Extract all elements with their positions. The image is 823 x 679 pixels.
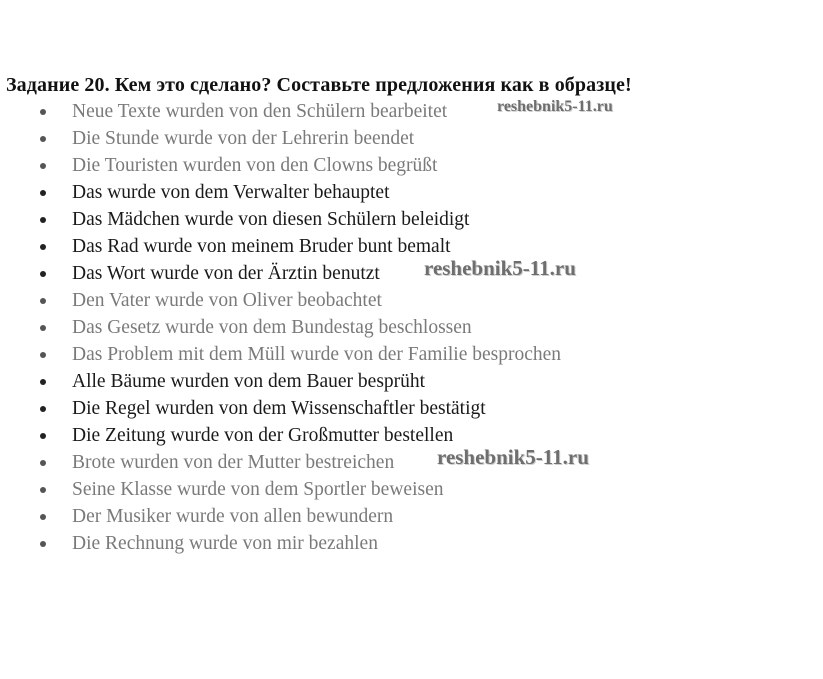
- bullet-icon: [40, 298, 46, 304]
- sentence-text: Das Mädchen wurde von diesen Schülern beleidigt: [72, 209, 470, 230]
- bullet-icon: [40, 163, 46, 169]
- task-title: Задание 20. Кем это сделано? Составьте предложения как в образце!: [6, 74, 632, 96]
- list-item: [0, 395, 561, 422]
- bullet-icon: [40, 514, 46, 520]
- sentence-text: Die Regel wurden von dem Wissenschaftler bestätigt: [72, 398, 486, 419]
- list-item: [0, 98, 561, 125]
- sentence-text: Das Problem mit dem Müll wurde von der Familie besprochen: [72, 344, 562, 365]
- bullet-icon: [40, 244, 46, 250]
- bullet-icon: [40, 109, 46, 115]
- list-item: [0, 287, 561, 314]
- bullet-icon: [40, 406, 46, 412]
- list-item: [0, 530, 561, 557]
- sentence-text: Die Touristen wurden von den Clowns begrüßt: [72, 155, 438, 176]
- sentence-text: Das Rad wurde von meinem Bruder bunt bemalt: [72, 236, 451, 257]
- sentence-text: Neue Texte wurden von den Schülern bearbeitet: [72, 101, 448, 122]
- bullet-icon: [40, 136, 46, 142]
- sentence-text: Das Wort wurde von der Ärztin benutzt: [72, 263, 380, 284]
- list-item: [0, 206, 561, 233]
- list-item: [0, 125, 561, 152]
- list-item: [0, 341, 561, 368]
- list-item: [0, 368, 561, 395]
- watermark: reshebnik5-11.ru: [497, 98, 613, 115]
- sentence-text: Die Rechnung wurde von mir bezahlen: [72, 533, 378, 554]
- sentence-text: Den Vater wurde von Oliver beobachtet: [72, 290, 382, 311]
- bullet-icon: [40, 271, 46, 277]
- sentence-text: Seine Klasse wurde von dem Sportler beweisen: [72, 479, 444, 500]
- sentence-text: Alle Bäume wurden von dem Bauer besprüht: [72, 371, 426, 392]
- bullet-icon: [40, 433, 46, 439]
- list-item: [0, 476, 561, 503]
- bullet-icon: [40, 325, 46, 331]
- sentence-text: Die Zeitung wurde von der Großmutter bestellen: [72, 425, 454, 446]
- bullet-icon: [40, 460, 46, 466]
- bullet-icon: [40, 379, 46, 385]
- bullet-icon: [40, 487, 46, 493]
- sentence-text: Das Gesetz wurde von dem Bundestag beschlossen: [72, 317, 472, 338]
- sentence-text: Der Musiker wurde von allen bewundern: [72, 506, 394, 527]
- bullet-icon: [40, 352, 46, 358]
- list-item: [0, 503, 561, 530]
- watermark: reshebnik5-11.ru: [424, 256, 576, 280]
- sentence-text: Das wurde von dem Verwalter behauptet: [72, 182, 390, 203]
- bullet-icon: [40, 541, 46, 547]
- sentence-text: Die Stunde wurde von der Lehrerin beendet: [72, 128, 415, 149]
- list-item: [0, 152, 561, 179]
- sentence-list: [0, 98, 561, 557]
- sentence-text: Brote wurden von der Mutter bestreichen: [72, 452, 395, 473]
- bullet-icon: [40, 217, 46, 223]
- list-item: [0, 179, 561, 206]
- bullet-icon: [40, 190, 46, 196]
- list-item: [0, 314, 561, 341]
- watermark: reshebnik5-11.ru: [437, 445, 589, 469]
